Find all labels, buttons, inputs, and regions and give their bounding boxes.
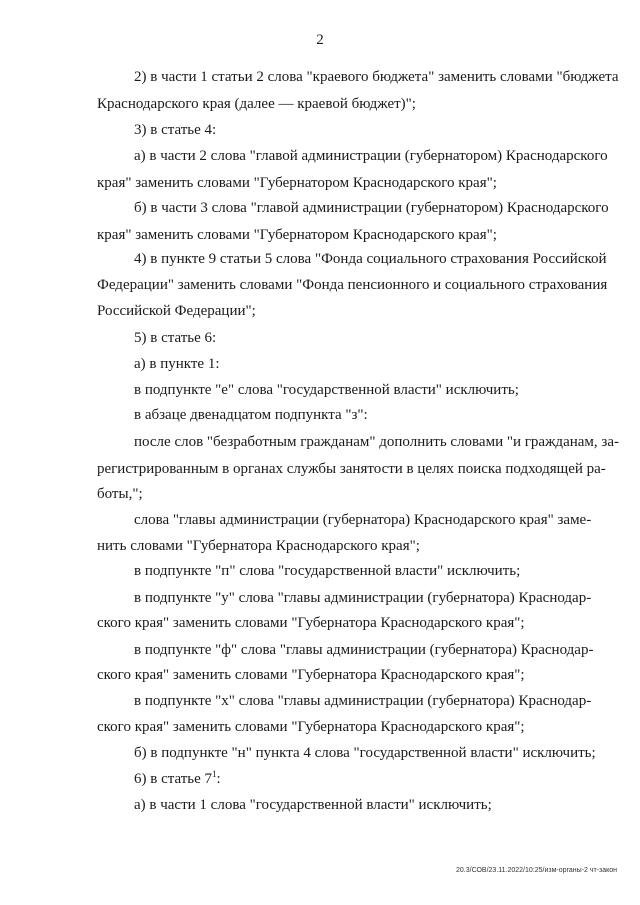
footer-reference: 20.3/СОВ/23.11.2022/10:25/изм-органы-2 чт-закон [456, 867, 618, 874]
text-line: в абзаце двенадцатом подпункта "з": [134, 407, 368, 423]
text-line: 5) в статье 6: [134, 330, 217, 346]
text-line: в подпункте "п" слова "государственной власти" исключить; [134, 563, 521, 579]
text-line: слова "главы администрации (губернатора) Краснодарского края" заме- [134, 512, 592, 528]
text-line: а) в пункте 1: [134, 356, 220, 372]
text-line: в подпункте "у" слова "главы администрации (губернатора) Краснодар- [134, 590, 592, 606]
text-line: Федерации" заменить словами "Фонда пенсионного и социального страхования [97, 277, 608, 293]
text-line: боты,"; [97, 486, 143, 502]
text-line: в подпункте "е" слова "государственной власти" исключить; [134, 382, 519, 398]
text-line: Российской Федерации"; [97, 303, 256, 319]
text-line: нить словами "Губернатора Краснодарского края"; [97, 538, 420, 554]
text-line: а) в части 2 слова "главой администрации (губернатором) Краснодарского [134, 148, 608, 164]
text-line: края" заменить словами "Губернатором Краснодарского края"; [97, 175, 497, 191]
text-line [134, 770, 221, 788]
text-line: 2) в части 1 статьи 2 слова "краевого бюджета" заменить словами "бюджета [134, 69, 619, 85]
text-line: б) в части 3 слова "главой администрации (губернатором) Краснодарского [134, 200, 609, 216]
text-line: после слов "безработным гражданам" дополнить словами "и гражданам, за- [134, 434, 619, 450]
text-line: в подпункте "ф" слова "главы администрации (губернатора) Краснодар- [134, 642, 594, 658]
text-line: Краснодарского края (далее — краевой бюджет)"; [97, 96, 416, 112]
text-line: края" заменить словами "Губернатором Краснодарского края"; [97, 227, 497, 243]
text-line: 3) в статье 4: [134, 122, 217, 138]
superscript: 1 [212, 769, 217, 779]
text-line: регистрированным в органах службы занятости в целях поиска подходящей ра- [97, 461, 606, 477]
text-line-suffix: : [216, 771, 221, 787]
page-number: 2 [316, 32, 324, 48]
text-line-main: 6) в статье 7 [134, 771, 213, 787]
text-line: ского края" заменить словами "Губернатора Краснодарского края"; [97, 615, 525, 631]
text-line: а) в части 1 слова "государственной власти" исключить; [134, 797, 492, 813]
text-line: в подпункте "х" слова "главы администрации (губернатора) Краснодар- [134, 693, 592, 709]
text-line: ского края" заменить словами "Губернатора Краснодарского края"; [97, 667, 525, 683]
text-line: ского края" заменить словами "Губернатора Краснодарского края"; [97, 719, 525, 735]
text-line: б) в подпункте "н" пункта 4 слова "государственной власти" исключить; [134, 745, 596, 761]
text-line: 4) в пункте 9 статьи 5 слова "Фонда социального страхования Российской [134, 251, 607, 267]
